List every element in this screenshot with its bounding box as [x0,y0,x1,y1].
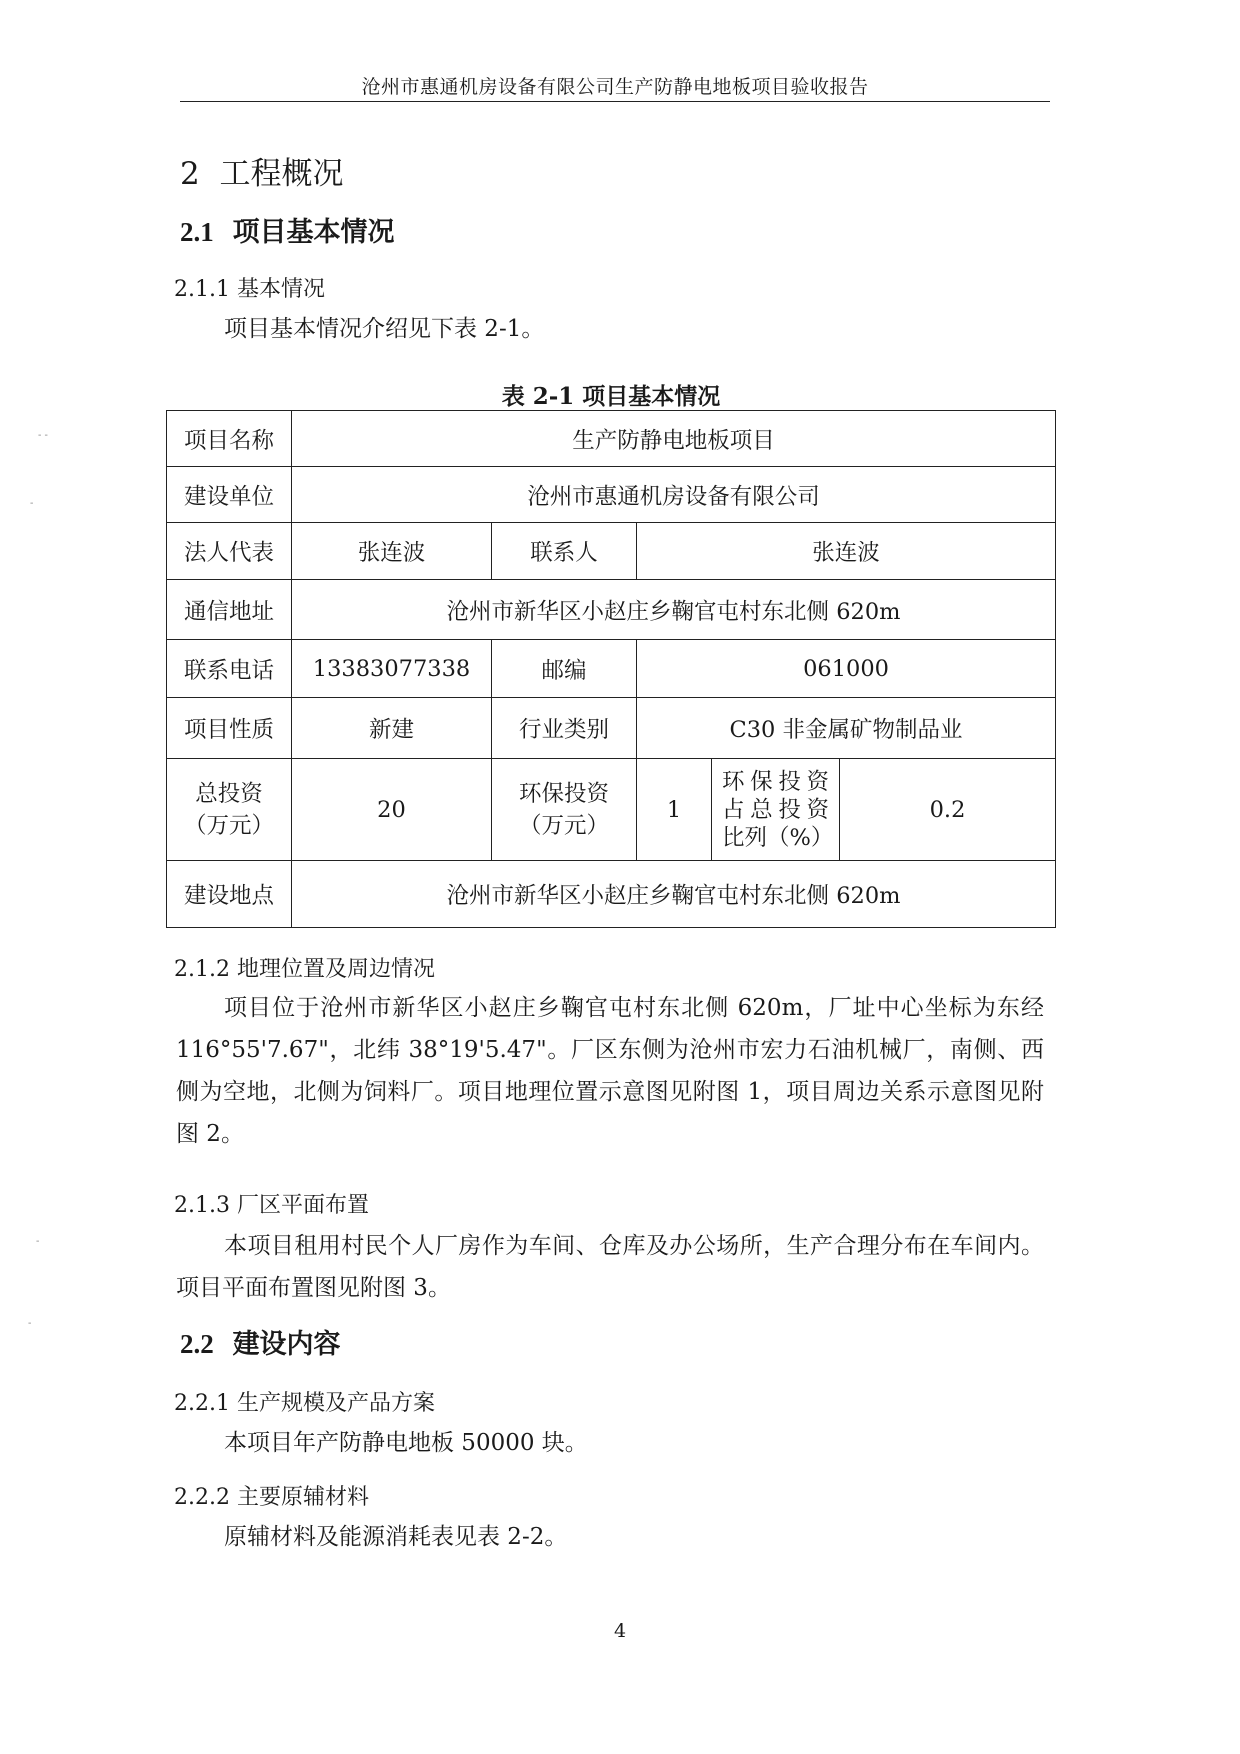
table-row [167,580,1056,640]
paragraph-2-2-1: 本项目年产防静电地板 50000 块。 [224,1430,588,1456]
label-line: 占总投资 [722,796,829,823]
heading-2-1-1: 2.1.1 基本情况 [174,277,325,302]
table-cell-label [492,759,637,861]
header-rule [180,101,1050,102]
subsection-number: 2.2 [180,1329,214,1359]
table-caption: 表 2-1 项目基本情况 [501,383,721,410]
paragraph-2-1-2: 项目位于沧州市新华区小赵庄乡鞠官屯村东北侧 620m，厂址中心坐标为东经 116°55'7.67"，北纬 38°19'5.47"。厂区东侧为沧州市宏力石油机械厂，南侧、西侧为空地，北侧为饲料厂。项目地理位置示意图见附图 1，项目周边关系示意图见附图 2。 [176,995,1044,1147]
table-cell-label [167,759,292,861]
subsection-title: 建设内容 [232,1329,341,1360]
table-cell-value: 新建 [292,698,492,759]
heading-2-2-2: 2.2.2 主要原辅材料 [174,1485,369,1510]
table-cell-label: 项目性质 [167,698,292,759]
section-title: 工程概况 [219,156,344,192]
table-cell-value: 061000 [637,640,1056,698]
table-cell-value: 0.2 [840,759,1056,861]
table-cell-value: 20 [292,759,492,861]
table-cell-label: 项目名称 [167,411,292,467]
table-cell-value: 生产防静电地板项目 [292,411,1056,467]
heading-2-1-3: 2.1.3 厂区平面布置 [174,1193,369,1218]
table-cell-value: 沧州市惠通机房设备有限公司 [292,467,1056,523]
table-cell-label: 联系人 [492,523,637,580]
table-cell-value: C30 非金属矿物制品业 [637,698,1056,759]
table-cell-label [712,759,840,861]
table-cell-label: 通信地址 [167,580,292,640]
heading-2-2-1: 2.2.1 生产规模及产品方案 [174,1391,435,1416]
subsection-title: 项目基本情况 [232,217,395,248]
table-cell-label: 法人代表 [167,523,292,580]
running-header: 沧州市惠通机房设备有限公司生产防静电地板项目验收报告 [361,76,869,98]
table-cell-label: 建设地点 [167,861,292,928]
scan-speck: - - [38,430,48,441]
table-cell-label: 建设单位 [167,467,292,523]
label-line: 比列（%） [722,824,834,851]
paragraph-2-2-2: 原辅材料及能源消耗表见表 2-2。 [224,1524,568,1550]
table-cell-value: 张连波 [637,523,1056,580]
table-row [167,523,1056,580]
subsection-heading-2-1 [180,210,395,249]
scan-speck: - [30,498,34,509]
table-row [167,640,1056,698]
project-info-table [166,410,1056,928]
subsection-number: 2.1 [180,217,214,247]
table-cell-value: 13383077338 [292,640,492,698]
label-line: 环保投资 [518,780,609,807]
label-line: （万元） [518,812,609,839]
table-cell-label: 联系电话 [167,640,292,698]
table-cell-value: 1 [637,759,712,861]
table-row [167,698,1056,759]
label-line: （万元） [183,812,274,839]
section-heading [180,148,343,193]
table-row [167,861,1056,928]
table-cell-value: 张连波 [292,523,492,580]
paragraph-2-1-1: 项目基本情况介绍见下表 2-1。 [224,316,545,342]
scan-speck: - [28,1318,32,1329]
table-row [167,759,1056,861]
paragraph-2-1-3: 本项目租用村民个人厂房作为车间、仓库及办公场所，生产合理分布在车间内。项目平面布置图见附图 3。 [176,1233,1044,1301]
heading-2-1-2: 2.1.2 地理位置及周边情况 [174,957,435,982]
label-line: 总投资 [195,780,263,807]
label-line: 环保投资 [722,768,829,795]
page-number: 4 [613,1620,627,1642]
table-cell-value: 沧州市新华区小赵庄乡鞠官屯村东北侧 620m [292,861,1056,928]
table-row [167,467,1056,523]
scan-speck: - [36,1236,40,1247]
subsection-heading-2-2 [180,1322,341,1361]
table-cell-label: 行业类别 [492,698,637,759]
table-cell-value: 沧州市新华区小赵庄乡鞠官屯村东北侧 620m [292,580,1056,640]
table-cell-label: 邮编 [492,640,637,698]
table-row [167,411,1056,467]
section-number: 2 [180,156,200,192]
